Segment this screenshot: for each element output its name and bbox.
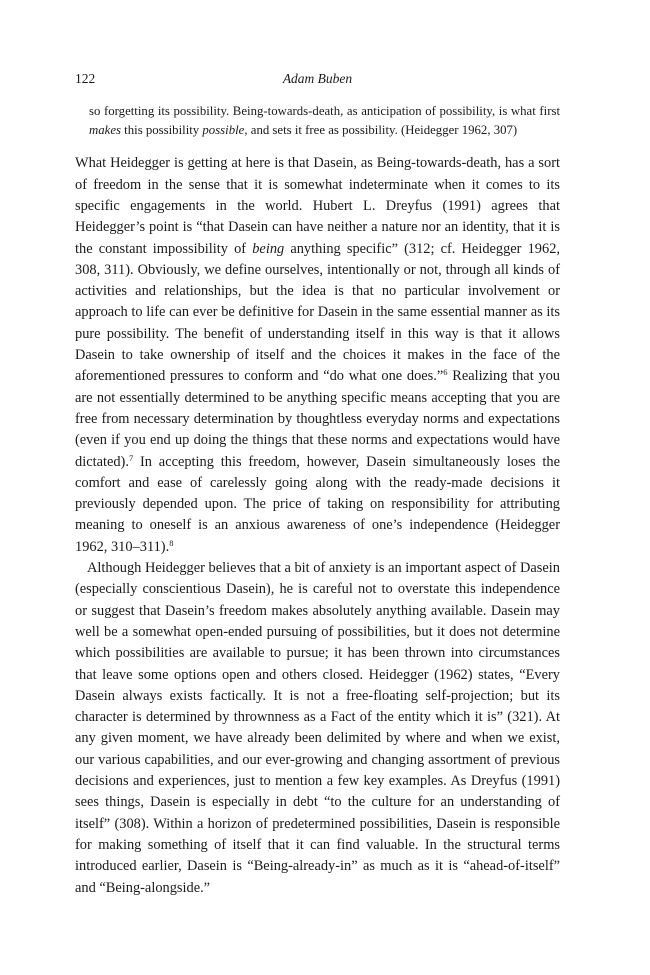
paragraph-1 — [75, 153, 560, 558]
footnote-marker: 6 — [443, 367, 448, 378]
block-quote — [89, 102, 560, 140]
block-quote-text — [89, 102, 560, 140]
paragraph-text-segment: What Heidegger is getting at here is that Dasein, as Being-towards-death, has a sort of freedom in the sense that it is somewhat indeterminate when it comes to its specific engagements in the world. Hubert L. Dreyfus (1991) agrees that Heidegger’s point is “that Dasein can have neither a nature nor an identity, that it is the constant impossibility of — [75, 155, 560, 257]
quote-text-segment: so forgetting its possibility. Being-towards-death, as anticipation of possibility, is what first — [89, 104, 560, 118]
body-text — [75, 153, 560, 898]
paragraph-text-segment: In accepting this freedom, however, Dasein simultaneously loses the comfort and ease of carelessly going along with the ready-made decisions it previously depended upon. The price of taking on responsibility for attributing meaning to oneself is an anxious awareness of one’s independence (Heidegger 1962, 310–311). — [75, 453, 560, 555]
quote-text-segment: , and sets it free as possibility. (Heidegger 1962, 307) — [244, 123, 518, 138]
page-number: 122 — [75, 71, 96, 86]
quote-emphasis: makes — [89, 123, 121, 138]
book-page — [75, 70, 560, 899]
quote-emphasis: possible — [202, 123, 245, 138]
running-head-author: Adam Buben — [282, 71, 353, 86]
paragraph-2: Although Heidegger believes that a bit of anxiety is an important aspect of Dasein (especially conscientious Dasein), he is careful not to overstate this independence or suggest that Dasein’s freedom makes absolutely anything available. Dasein may well be a somewhat open-ended pursuing of possibilities, but it does not determine which possibilities are available to pursue; it has been thrown into circumstances that leave some options open and others closed. Heidegger (1962) states, “Every Dasein always exists factically. It is not a free-floating self-projection; but its character is determined by thrownness as a Fact of the entity which it is” (321). At any given moment, we have already been delimited by where and when we exist, our various capabilities, and our ever-growing and changing assortment of previous decisions and experiences, just to mention a few key examples. As Dreyfus (1991) sees things, Dasein is especially in debt “to the culture for an understanding of itself” (308). Within a horizon of predetermined possibilities, Dasein is responsible for making something of itself that it can find valuable. In the structural terms introduced earlier, Dasein is “Being-already-in” as much as it is “ahead-of-itself” and “Being-alongside.” — [75, 560, 560, 896]
paragraph-text-segment: anything specific” (312; cf. Heidegger 1962, 308, 311). Obviously, we define ourselves, intentionally or not, through all kinds of activities and relationships, but the idea is that no particular involvement or approach to life can ever be definitive for Dasein in the same essential manner as its pure possibility. The benefit of understanding itself in this way is that it allows Dasein to take ownership of itself and the choices it makes in the face of the aforementioned pressures to conform and “do what one does.” — [75, 240, 560, 385]
quote-text-segment: this possibility — [120, 123, 203, 138]
footnote-marker: 8 — [169, 537, 174, 548]
running-header — [75, 70, 560, 88]
paragraph-text-segment: Realizing that you are not essentially determined to be anything specific means accepting that you are free from necessary determination by thoughtless everyday norms and expectations (even if you end up doing the things that these norms and expectations would have dictated). — [75, 368, 560, 470]
paragraph-emphasis: being — [252, 240, 285, 257]
footnote-marker: 7 — [128, 452, 134, 463]
